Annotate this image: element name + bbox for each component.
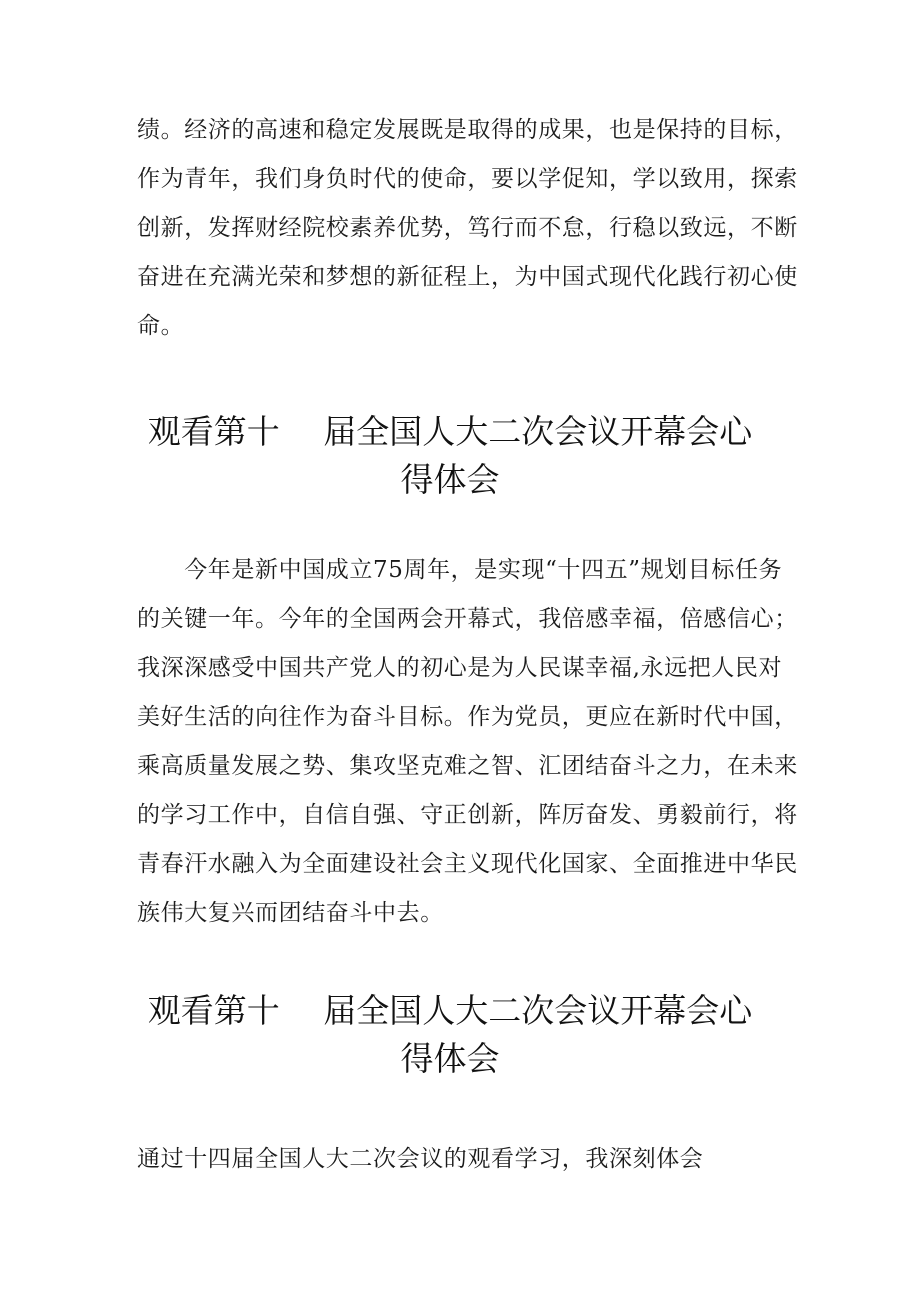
paragraph-body: [137, 1135, 797, 1184]
heading-line-2: 得体会: [400, 460, 500, 499]
heading-line-1: 观看第十 届全国人大二次会议开幕会心: [147, 412, 753, 451]
heading-line-1: 观看第十 届全国人大二次会议开幕会心: [147, 991, 753, 1030]
paragraph-line: 通过十四届全国人大二次会议的观看学习，我深刻体会: [137, 1146, 704, 1172]
paragraph-line: 命。: [137, 313, 185, 339]
paragraph-line: 我深深感受中国共产党人的初心是为人民谋幸福,永远把人民对: [137, 655, 783, 681]
paragraph-line: 美好生活的向往作为奋斗目标。作为党员，更应在新时代中国，: [137, 704, 798, 730]
heading-line-2: 得体会: [400, 1039, 500, 1078]
paragraph-line: 绩。经济的高速和稳定发展既是取得的成果，也是保持的目标，: [137, 117, 798, 143]
paragraph-line: 青春汗水融入为全面建设社会主义现代化国家、全面推进中华民: [137, 851, 798, 877]
paragraph-body: [137, 546, 797, 938]
paragraph-line: 族伟大复兴而团结奋斗中去。: [137, 900, 444, 926]
paragraph-line: 的学习工作中，自信自强、守正创新，阵厉奋发、勇毅前行，将: [137, 802, 798, 828]
paragraph-line: 创新，发挥财经院校素养优势，笃行而不怠，行稳以致远，不断: [137, 215, 798, 241]
paragraph-line: 的关键一年。今年的全国两会开幕式，我倍感幸福，倍感信心；: [137, 606, 798, 632]
paragraph-continuation: [137, 106, 797, 351]
section-heading: [130, 408, 770, 504]
paragraph-line: 今年是新中国成立75周年，是实现“十四五”规划目标任务: [137, 557, 783, 583]
section-heading: [130, 987, 770, 1083]
paragraph-line: 乘高质量发展之势、集攻坚克难之智、汇团结奋斗之力，在未来: [137, 753, 798, 779]
paragraph-line: 作为青年，我们身负时代的使命，要以学促知，学以致用，探索: [137, 166, 798, 192]
paragraph-line: 奋进在充满光荣和梦想的新征程上，为中国式现代化践行初心使: [137, 264, 798, 290]
